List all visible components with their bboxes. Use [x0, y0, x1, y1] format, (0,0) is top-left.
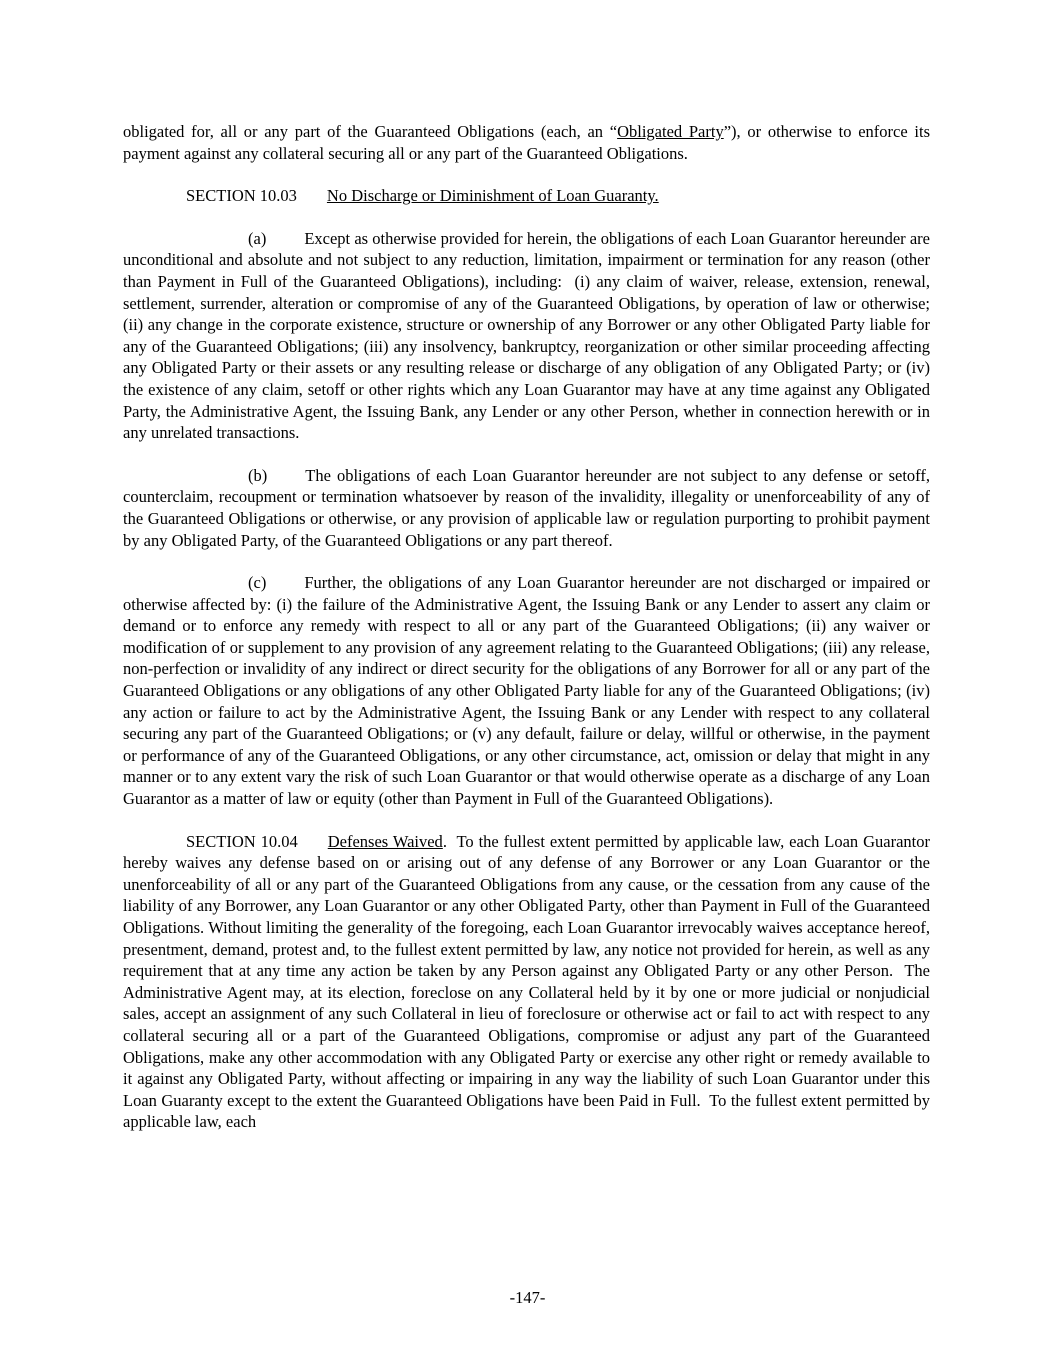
- section-10-03-title: No Discharge or Diminishment of Loan Guaranty.: [326, 186, 659, 206]
- document-body: [123, 121, 930, 1154]
- defined-term-obligated-party: Obligated Party: [617, 122, 724, 141]
- continuation-text-pre: obligated for, all or any part of the Guaranteed Obligations (each, an “: [123, 122, 618, 141]
- section-10-03-label: SECTION 10.03: [186, 186, 297, 206]
- clause-c-text: Further, the obligations of any Loan Guarantor hereunder are not discharged or impaired or otherwise affected by: (i) the failure of the Administrative Agent, the Issuing Bank or any Lender to assert any claim or demand or to enforce any remedy with respect to all or any part of the Guaranteed Obligations; (ii) any waiver or modification of or supplement to any provision of any agreement relating to the Guaranteed Obligations; (iii) any release, non-perfection or invalidity of any indirect or direct security for the obligations of any Borrower for all or any part of the Guaranteed Obligations or any obligations of any other Obligated Party liable for any of the Guaranteed Obligations; (iv) any action or failure to act by the Administrative Agent, the Issuing Bank or any Lender with respect to any collateral securing any part of the Guaranteed Obligations; or (v) any default, failure or delay, willful or otherwise, in the payment or performance of any of the Guaranteed Obligations, or any other circumstance, act, omission or delay that might in any manner or to any extent vary the risk of such Loan Guarantor or that would otherwise operate as a discharge of any Loan Guarantor as a matter of law or equity (other than Payment in Full of the Guaranteed Obligations).: [123, 573, 930, 809]
- section-10-04-text: . To the fullest extent permitted by applicable law, each Loan Guarantor hereby waives any defense based on or arising out of any defense of any Borrower or any Loan Guarantor or the unenforceability of all or any part of the Guaranteed Obligations from any cause, or the cessation from any cause of the liability of any Borrower, any Loan Guarantor or any other Obligated Party, other than Payment in Full of the Guaranteed Obligations. Without limiting the generality of the foregoing, each Loan Guarantor irrevocably waives acceptance hereof, presentment, demand, protest and, to the fullest extent permitted by law, any notice not provided for herein, as well as any requirement that at any time any action be taken by any Person against any Obligated Party or any other Person. The Administrative Agent may, at its election, foreclose on any Collateral held by it by one or more judicial or nonjudicial sales, accept an assignment of any such Collateral in lieu of foreclosure or otherwise act or fail to act with respect to any collateral securing all or a part of the Guaranteed Obligations, compromise or adjust any part of the Guaranteed Obligations, make any other accommodation with any Obligated Party or exercise any other right or remedy available to it against any Obligated Party, without affecting or impairing in any way the liability of such Loan Guarantor under this Loan Guaranty except to the extent the Guaranteed Obligations have been Paid in Full. To the fullest extent permitted by applicable law, each: [123, 831, 930, 1132]
- page-number: -147-: [509, 1288, 546, 1308]
- section-10-04-label: SECTION 10.04: [186, 831, 298, 851]
- section-10-04-title: Defenses Waived: [327, 831, 443, 851]
- clause-a-text: Except as otherwise provided for herein, the obligations of each Loan Guarantor hereunder are unconditional and absolute and not subject to any reduction, limitation, impairment or termination for any reason (other than Payment in Full of the Guaranteed Obligations), including: (i) any claim of waiver, release, extension, renewal, settlement, surrender, alteration or compromise of any of the Guaranteed Obligations, by operation of law or otherwise; (ii) any change in the corporate existence, structure or ownership of any Borrower or any other Obligated Party liable for any of the Guaranteed Obligations; (iii) any insolvency, bankruptcy, reorganization or other similar proceeding affecting any Obligated Party or their assets or any resulting release or discharge of any obligation of any Obligated Party; or (iv) the existence of any claim, setoff or other rights which any Loan Guarantor may have at any time against any Obligated Party, the Administrative Agent, the Issuing Bank, any Lender or any other Person, whether in connection herewith or in any unrelated transactions.: [123, 228, 930, 443]
- section-heading-10-03: [123, 185, 930, 207]
- clause-a-marker: (a): [248, 228, 267, 248]
- clause-b-marker: (b): [248, 465, 268, 485]
- clause-b-text: The obligations of each Loan Guarantor hereunder are not subject to any defense or setoff, counterclaim, recoupment or termination whatsoever by reason of the invalidity, illegality or unenforceability of any of the Guaranteed Obligations or otherwise, or any provision of applicable law or regulation purporting to prohibit payment by any Obligated Party, of the Guaranteed Obligations or any part thereof.: [123, 465, 930, 550]
- clause-a-paragraph: [123, 228, 930, 444]
- clause-b-paragraph: [123, 465, 930, 551]
- clause-c-marker: (c): [248, 573, 267, 593]
- paragraph-continuation: [123, 121, 930, 164]
- clause-c-paragraph: [123, 572, 930, 810]
- continuation-text-post: ”), or otherwise to enforce its payment against any collateral securing all or any part of the Guaranteed Obligations.: [123, 122, 930, 163]
- section-10-04-paragraph: [123, 831, 930, 1133]
